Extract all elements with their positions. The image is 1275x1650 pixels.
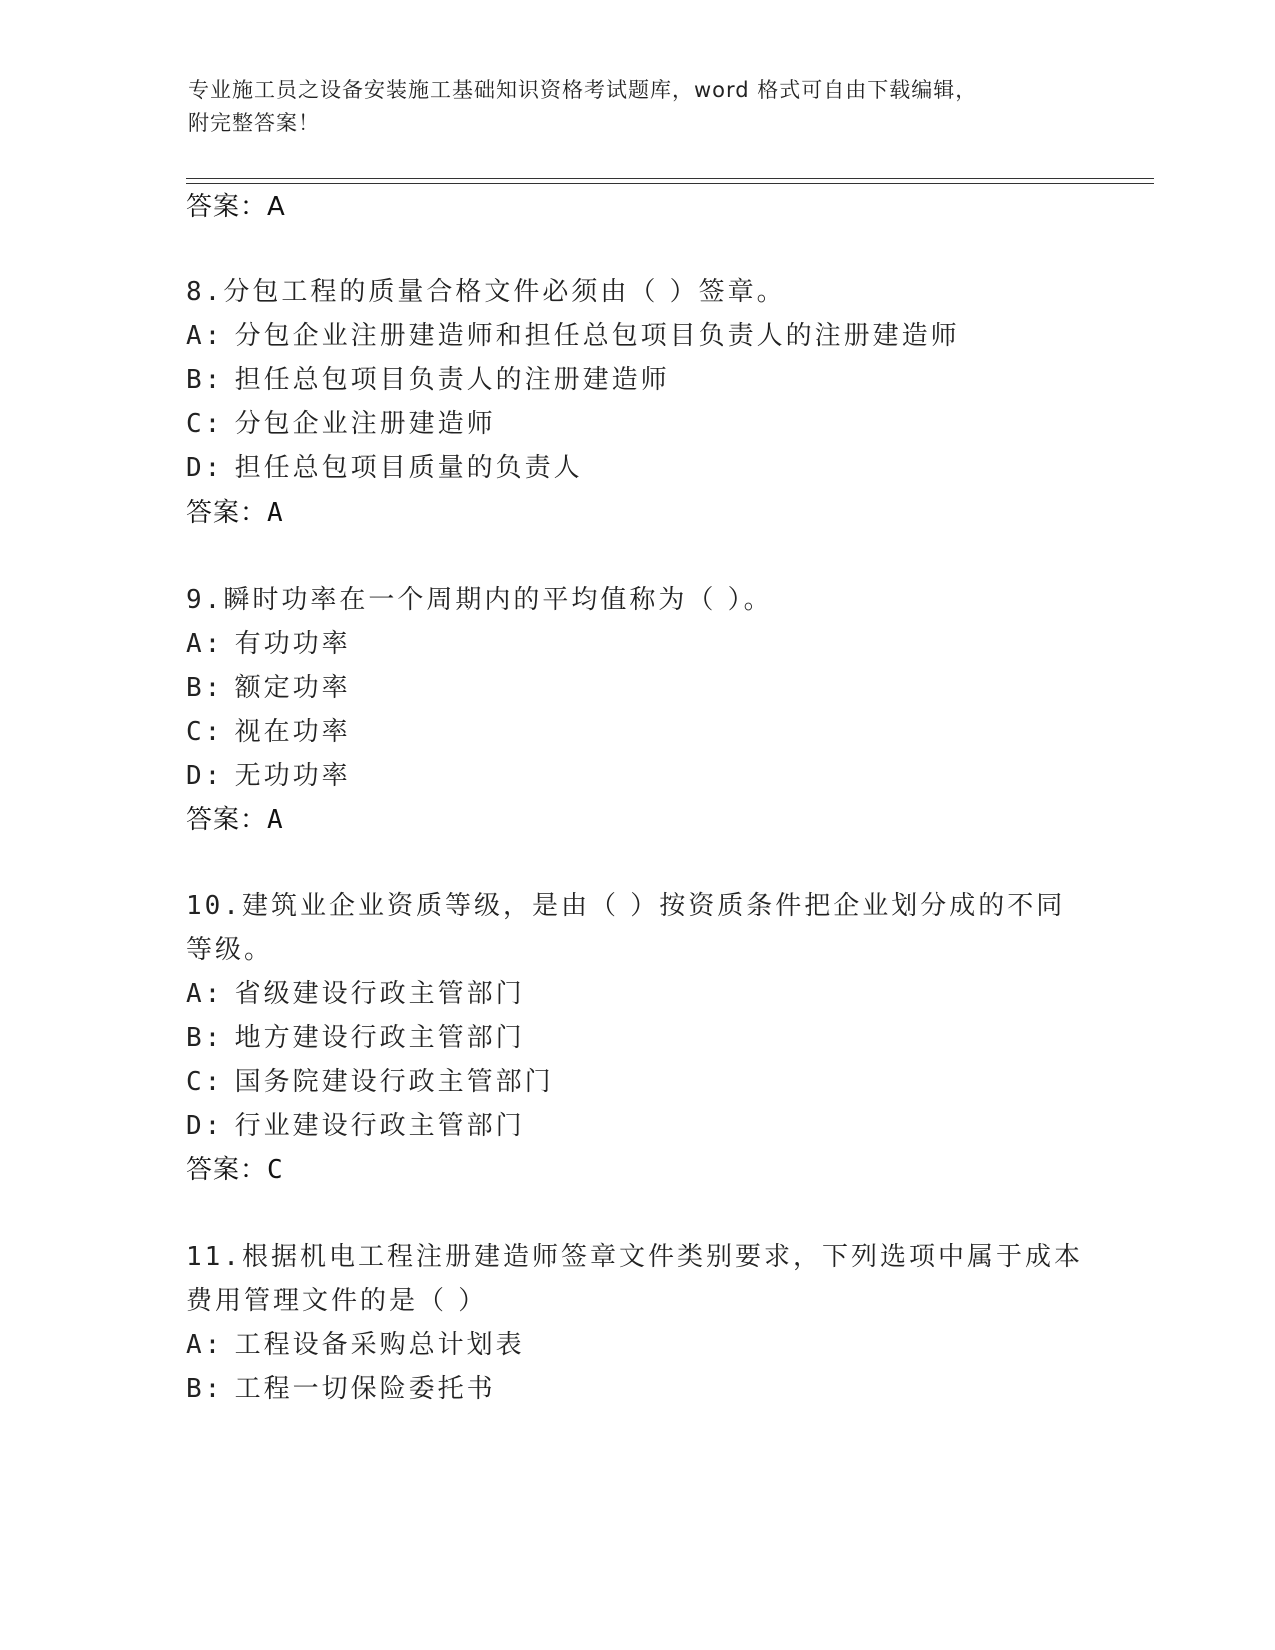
option-key: D:: [186, 453, 224, 483]
question-text: 瞬时功率在一个周期内的平均值称为（ ）。: [223, 585, 773, 615]
option-text: 担任总包项目质量的负责人: [234, 453, 583, 483]
option-key: B:: [186, 365, 224, 395]
answer-value: A: [267, 805, 284, 835]
question-10-option-b: [186, 1021, 525, 1055]
option-text: 行业建设行政主管部门: [234, 1111, 525, 1141]
option-text: 省级建设行政主管部门: [234, 979, 525, 1009]
question-8-option-d: [186, 451, 583, 485]
option-text: 地方建设行政主管部门: [234, 1023, 525, 1053]
question-8-option-b: [186, 363, 670, 397]
question-10-stem-continued: [186, 933, 273, 967]
option-text: 担任总包项目负责人的注册建造师: [234, 365, 670, 395]
question-8-option-a: [186, 319, 960, 353]
option-text: 国务院建设行政主管部门: [234, 1067, 554, 1097]
option-key: D:: [186, 1111, 224, 1141]
header-divider-bottom: [186, 183, 1154, 184]
answer-q7: [186, 190, 286, 224]
question-9-option-b: [186, 671, 351, 705]
option-key: D:: [186, 761, 224, 791]
answer-label: 答案：: [186, 805, 268, 835]
question-10-option-c: [186, 1065, 554, 1099]
question-text: 费用管理文件的是（ ）: [186, 1286, 488, 1316]
option-text: 工程一切保险委托书: [234, 1374, 496, 1404]
option-key: B:: [186, 1374, 224, 1404]
question-8-option-c: [186, 407, 496, 441]
option-key: C:: [186, 409, 224, 439]
question-10-option-d: [186, 1109, 525, 1143]
option-text: 视在功率: [234, 717, 351, 747]
question-9-option-c: [186, 715, 351, 749]
header-divider-top: [186, 178, 1154, 179]
answer-value: C: [267, 1155, 284, 1185]
option-key: C:: [186, 717, 224, 747]
answer-label: 答案：: [186, 498, 268, 528]
question-11-option-a: [186, 1328, 525, 1362]
answer-q9: [186, 803, 284, 837]
option-text: 无功功率: [234, 761, 351, 791]
header-line-1: 专业施工员之设备安装施工基础知识资格考试题库，word 格式可自由下载编辑，: [188, 78, 978, 102]
option-text: 分包企业注册建造师和担任总包项目负责人的注册建造师: [234, 321, 960, 351]
question-text: 根据机电工程注册建造师签章文件类别要求，下列选项中属于成本: [241, 1242, 1083, 1272]
answer-q10: [186, 1153, 284, 1187]
question-9-option-a: [186, 627, 351, 661]
option-text: 额定功率: [234, 673, 351, 703]
option-key: A:: [186, 629, 224, 659]
question-number: 11.: [186, 1242, 242, 1272]
option-key: B:: [186, 1023, 224, 1053]
question-10-stem: [186, 889, 1065, 923]
option-text: 工程设备采购总计划表: [234, 1330, 525, 1360]
question-9-stem: [186, 583, 773, 617]
answer-value: A: [267, 498, 284, 528]
question-text: 等级。: [186, 935, 274, 965]
option-text: 有功功率: [234, 629, 351, 659]
question-number: 8.: [186, 277, 224, 307]
question-11-stem-continued: [186, 1284, 487, 1318]
question-text: 建筑业企业资质等级，是由（ ）按资质条件把企业划分成的不同: [241, 891, 1066, 921]
option-key: B:: [186, 673, 224, 703]
option-key: A:: [186, 979, 224, 1009]
option-key: A:: [186, 1330, 224, 1360]
question-text: 分包工程的质量合格文件必须由（ ）签章。: [223, 277, 786, 307]
question-number: 9.: [186, 585, 224, 615]
question-10-option-a: [186, 977, 525, 1011]
question-8-stem: [186, 275, 786, 309]
option-key: A:: [186, 321, 224, 351]
question-9-option-d: [186, 759, 351, 793]
option-text: 分包企业注册建造师: [234, 409, 496, 439]
question-11-option-b: [186, 1372, 496, 1406]
question-number: 10.: [186, 891, 242, 921]
option-key: C:: [186, 1067, 224, 1097]
answer-q8: [186, 496, 284, 530]
question-11-stem: [186, 1240, 1083, 1274]
header-line-2: 附完整答案！: [188, 111, 320, 135]
answer-text: 答案：A: [186, 192, 286, 222]
answer-label: 答案：: [186, 1155, 268, 1185]
document-header: [188, 74, 1088, 140]
